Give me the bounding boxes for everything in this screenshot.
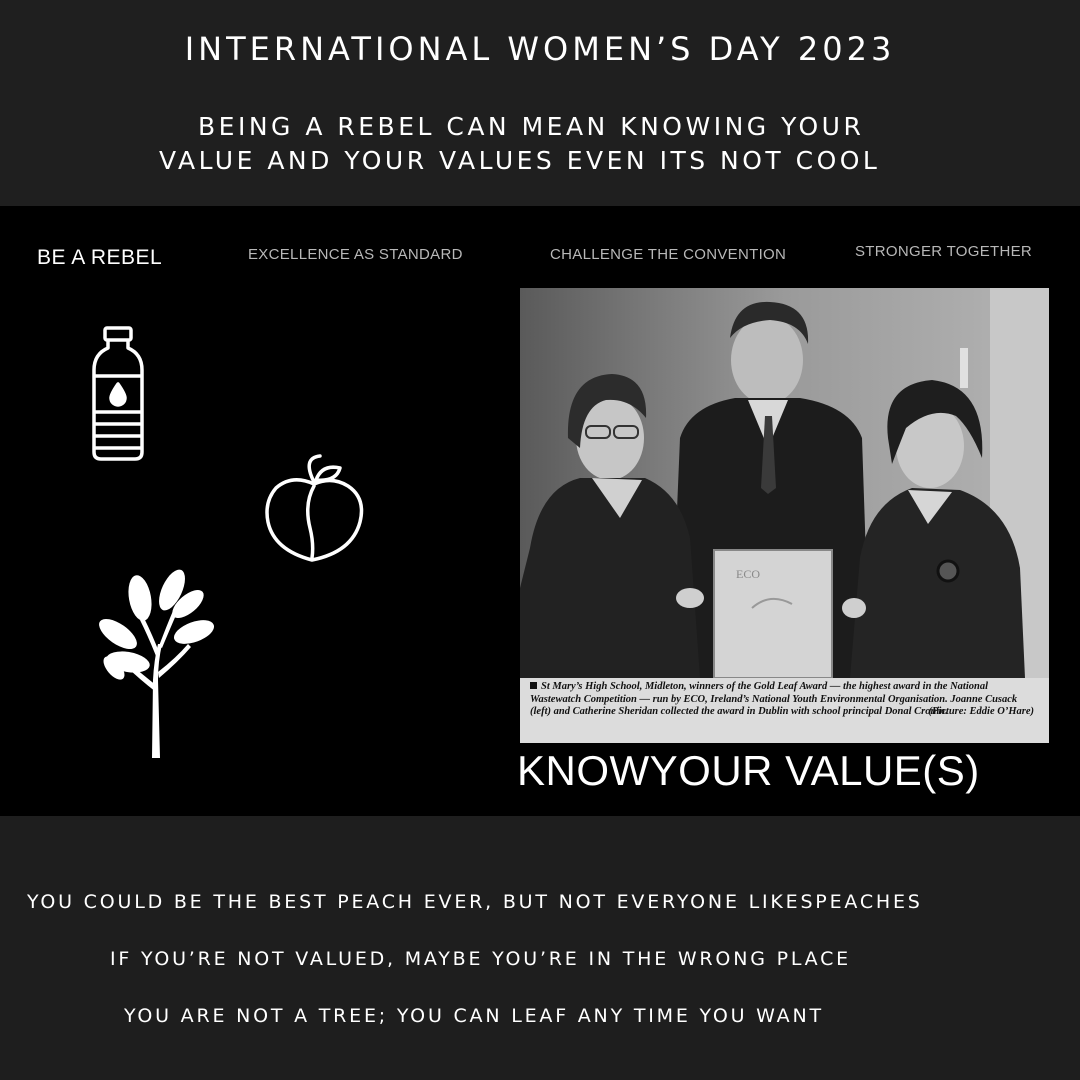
content-panel <box>0 206 1080 816</box>
subtitle-line-2: VALUE AND YOUR VALUES EVEN ITS NOT COOL <box>159 146 881 175</box>
water-bottle-icon <box>88 324 148 464</box>
quote-tree: YOU ARE NOT A TREE; YOU CAN LEAF ANY TIME YOU WANT <box>124 1005 824 1027</box>
quote-peach: YOU COULD BE THE BEST PEACH EVER, BUT NOT EVERYONE LIKESPEACHES <box>27 891 923 913</box>
photo-credit: (Picture: Eddie O’Hare) <box>928 706 1034 717</box>
peach-icon <box>262 454 368 564</box>
page-title: INTERNATIONAL WOMEN’S DAY 2023 <box>184 30 896 68</box>
quote-valued: IF YOU’RE NOT VALUED, MAYBE YOU’RE IN THE WRONG PLACE <box>110 948 851 970</box>
subtitle-line-1: BEING A REBEL CAN MEAN KNOWING YOUR <box>198 112 865 141</box>
caption-text: St Mary’s High School, Midleton, winners of the Gold Leaf Award — the highest award in the National Wastewatch Competition — run by ECO, Ireland’s National Youth Environmental Organisation. Joanne Cusack (left) and Catherine Sheridan collected the award in Dublin with school principal Donal Cronin. <box>530 681 1018 717</box>
nav-item-excellence-as-standard[interactable]: EXCELLENCE AS STANDARD <box>248 246 463 263</box>
nav-item-challenge-the-convention[interactable]: CHALLENGE THE CONVENTION <box>550 246 787 263</box>
newspaper-photo <box>520 288 1049 743</box>
photo-caption <box>530 681 1040 719</box>
header-band <box>0 0 1080 206</box>
nav-item-stronger-together[interactable]: STRONGER TOGETHER <box>855 243 1033 260</box>
tree-icon <box>96 560 218 758</box>
photo-image <box>520 288 1049 678</box>
nav-item-be-a-rebel[interactable]: BE A REBEL <box>37 246 163 269</box>
caption-bullet-icon <box>530 682 537 689</box>
value-title: KNOWYOUR VALUE(S) <box>517 747 980 794</box>
certificate-text: ECO <box>736 567 760 581</box>
